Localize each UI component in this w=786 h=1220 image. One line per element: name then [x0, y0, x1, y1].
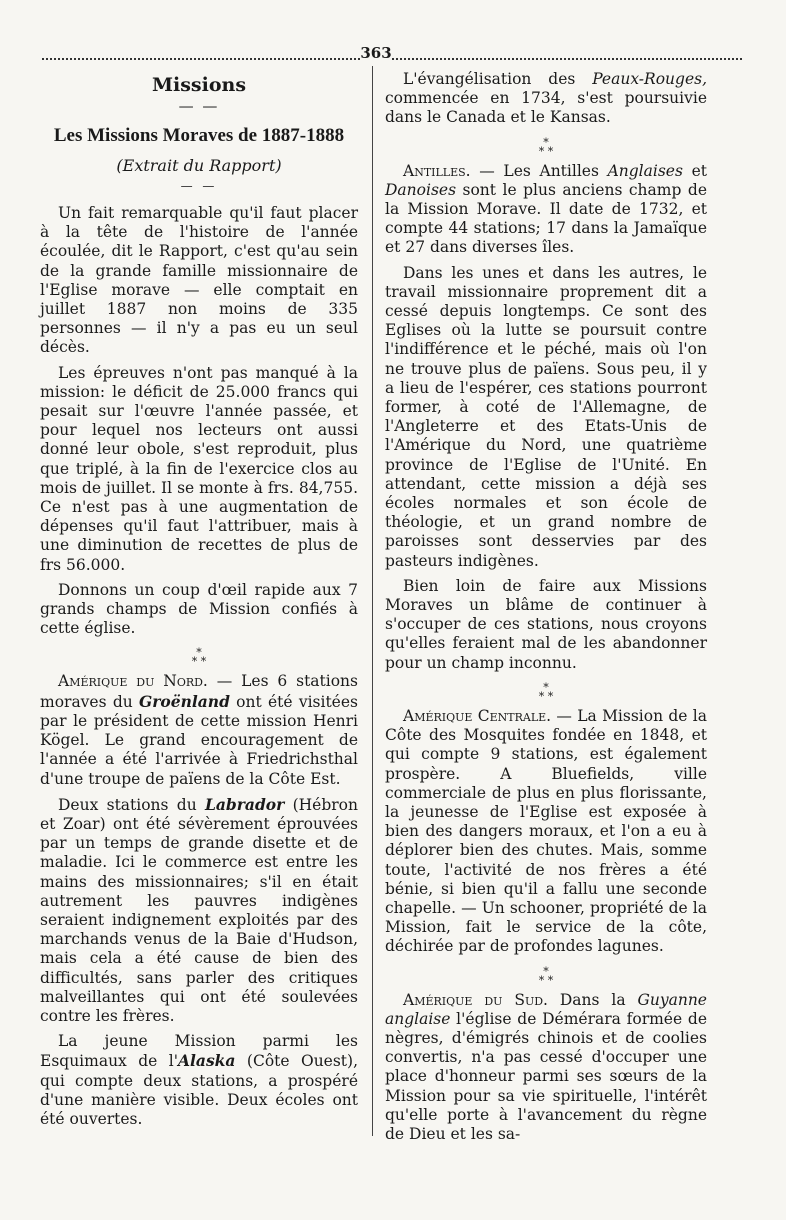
section-label-central-america: Amérique Centrale.	[403, 706, 552, 725]
text-run: La jeune Mission parmi les Esquimaux de l'	[40, 1032, 358, 1071]
section-label-antilles: Antilles.	[403, 161, 471, 180]
emphasis-guyanne: Guyanne anglaise	[385, 990, 707, 1028]
text-run: ont été visitées par le président de cette mission Henri Kögel. Le grand encouragement de l'année a été l'arrivée à Friedrichsthal d'une troupe de païens de la Côte Est.	[40, 692, 358, 788]
paragraph-antilles-conclusion: Bien loin de faire aux Missions Moraves un blâme de continuer à s'occuper de ces stations, nous croyons qu'elles feraient mal de les abandonner pour un champ inconnu.	[385, 576, 707, 672]
emphasis-danoises: Danoises	[385, 180, 457, 199]
header-rule-right	[392, 58, 742, 60]
paragraph-labrador	[40, 795, 358, 1026]
emphasis-anglaises: Anglaises	[607, 161, 683, 180]
right-column	[385, 70, 707, 1150]
header-rule-left	[42, 58, 360, 60]
text-run: — Les 6 stations moraves du	[40, 672, 358, 711]
heading-rule: — —	[178, 97, 220, 116]
text-run: et	[682, 161, 707, 180]
paragraph-deficit: Les épreuves n'ont pas manqué à la mission: le déficit de 25.000 francs qui pesait sur l'œuvre l'année passée, et pour lequel nos lecteurs ont aussi donné leur obole, s'est reproduit, plus que triplé, à la fin de l'exercice clos au mois de juillet. Il se monte à frs. 84,755. Ce n'est pas à une augmentation de dépenses qu'il faut l'attribuer, mais à une diminution de recettes de plus de frs 56.000.	[40, 363, 358, 574]
text-run: (Côte Ouest), qui compte deux stations, a prospéré d'une manière visible. Deux écoles ont été ouvertes.	[40, 1052, 359, 1128]
text-run: sont le plus anciens champ de la Mission Morave. Il date de 1732, et compte 44 stations; 17 dans la Jamaïque et 27 dans diverses îles.	[385, 180, 707, 257]
page-number: 363	[360, 44, 392, 62]
text-run: L'évangélisation des	[403, 70, 593, 88]
text-run: — La Mission de la Côte des Mosquites fondée en 1848, et qui compte 9 stations, est également prospère. A Bluefields, ville commerciale de plus en plus florissante, la jeunesse de l'Eglise est exposée à bien des dangers moraux, et l'on a eu à déplorer bien des chutes. Mais, somme toute, l'activité de nos frères a été bénie, si bien qu'il a fallu une seconde chapelle. — Un schooner, propriété de la Mission, fait le service de la côte, déchirée par de profondes lagunes.	[385, 706, 707, 956]
paragraph-antilles-churches: Dans les unes et dans les autres, le travail missionnaire proprement dit a cessé depuis longtemps. Ce sont des Eglises où la lutte se poursuit contre l'indifférence et le péché, mais où l'on ne trouve plus de païens. Sous peu, il y a lieu de l'espérer, ces stations pourront former, à coté de l'Allemagne, de l'Angleterre et des Etats-Unis de l'Amérique du Nord, une quatrième province de l'Eglise de l'Unité. En attendant, cette mission a déjà ses écoles normales et son école de théologie, et un grand nombre de paroisses sont desservies par des pasteurs indigènes.	[385, 263, 707, 570]
paragraph-alaska	[40, 1032, 358, 1129]
place-groenland: Groënland	[139, 691, 230, 711]
text-run: (Hébron et Zoar) ont été sévèrement éprouvées par un temps de grande disette et de maladie. Ici le commerce est entre les mains des missionnaires; s'il en était autrement les pauvres indigènes seraient indignement exploités par des marchands venus de la Baie d'Hudson, mais cela a été cause de bien des difficultés, sans parler des critiques malveillantes qui ont été soulevées contre les frères.	[40, 795, 359, 1025]
section-heading: Missions	[151, 74, 247, 96]
text-run: Deux stations du	[58, 795, 205, 814]
paragraph-peaux-rouges	[385, 70, 707, 128]
section-separator: * * *	[538, 135, 554, 158]
paragraph-intro: Un fait remarquable qu'il faut placer à la tête de l'histoire de l'année écoulée, dit le Rapport, c'est qu'au sein de la grande famille missionnaire de l'Eglise morave — elle comptait en juillet 1887 non moins de 335 personnes — il n'y a pas eu un seul décès.	[40, 204, 358, 357]
source-rule: — —	[180, 178, 218, 193]
emphasis-peaux-rouges: Peaux-Rouges,	[592, 70, 707, 88]
section-label-south-america: Amérique du Sud.	[403, 990, 548, 1009]
section-separator: * * *	[538, 680, 554, 703]
paragraph-south-america	[385, 991, 707, 1145]
paragraph-antilles	[385, 162, 707, 258]
paragraph-north-america	[40, 672, 358, 788]
section-separator: * * *	[538, 964, 554, 987]
text-run: — Les Antilles	[470, 161, 608, 180]
section-label-north-america: Amérique du Nord.	[58, 672, 208, 691]
place-labrador: Labrador	[204, 794, 285, 814]
paragraph-central-america	[385, 707, 707, 957]
paragraph-overview: Donnons un coup d'œil rapide aux 7 grands champs de Mission confiés à cette église.	[40, 580, 358, 638]
text-run: Dans la	[547, 990, 638, 1009]
text-run: l'église de Démérara formée de nègres, d'émigrés chinois et de coolies convertis, n'a pas cessé d'occuper une place d'honneur parmi ses sœurs de la Mission pour sa vie spirituelle, l'intérêt qu'elle porte à l'avancement du règne de Dieu et les sa-	[385, 1009, 707, 1143]
column-divider	[372, 66, 373, 1136]
left-column	[40, 70, 358, 1135]
article-source: (Extrait du Rapport)	[116, 155, 282, 175]
place-alaska: Alaska	[178, 1051, 236, 1071]
section-separator: * * *	[191, 646, 207, 669]
text-run: commencée en 1734, s'est poursuivie dans le Canada et le Kansas.	[385, 89, 707, 127]
article-title: Les Missions Moraves de 1887-1888	[53, 125, 345, 147]
